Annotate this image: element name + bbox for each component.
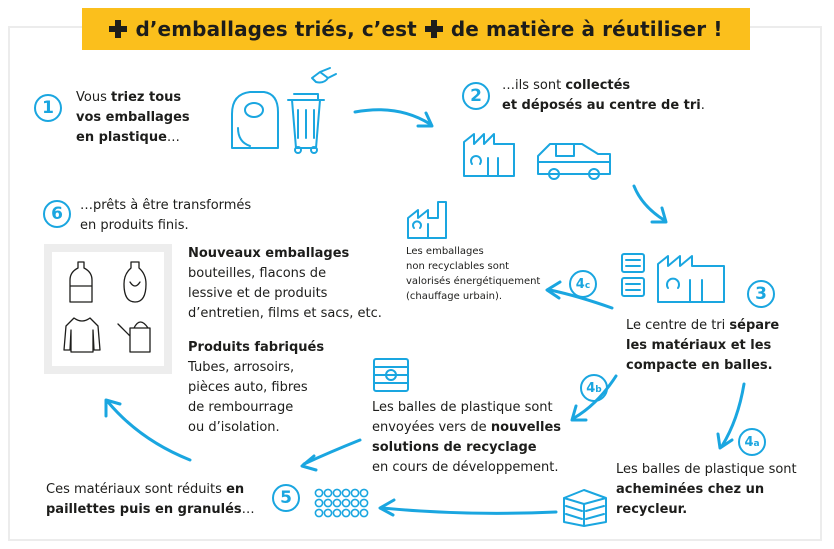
arrow-4b-to-5 [302,440,360,470]
step-4b-number: 4 b [580,374,608,402]
step-5-text: Ces matériaux sont réduits en paillettes puis en granulés… [46,482,255,517]
step-2-number: 2 [462,82,490,110]
arrow-3-to-4b [572,376,616,420]
arrow-2-to-3 [634,186,666,222]
step-4b-text: Les balles de plastique sont envoyées vers de nouvelles solutions de recyclage en cours de développement. [372,400,562,475]
products-description-2: Produits fabriqués Tubes, arrosoirs, pièces auto, fibres de rembourrage ou d’isolation. [188,340,325,435]
step-1-number: 1 [34,94,62,122]
arrow-3-to-4a [718,384,744,448]
step-3-text: Le centre de tri sépare les matériaux et les compacte en balles. [626,318,780,373]
step-2-text: …ils sont collectés et déposés au centre de tri. [502,78,705,113]
arrow-3-to-4c [547,282,612,308]
products-description: Nouveaux emballages bouteilles, flacons de lessive et de produits d’entretien, films et sacs, etc. [188,246,382,321]
step-4a-number: 4 a [738,428,766,456]
arrow-5-to-6 [106,400,190,460]
step-5-number: 5 [272,484,300,512]
step-6-number: 6 [43,200,71,228]
step-4c-number: 4 c [569,270,597,298]
title-text-1: d’emballages triés, c’est [135,17,417,41]
products-heading-2: Produits fabriqués [188,340,325,355]
title-text-2: de matière à réutiliser ! [450,17,723,41]
arrow-4a-to-5 [380,500,556,515]
step-4a-text: Les balles de plastique sont acheminées chez un recycleur. [616,462,797,517]
step-3-number: 3 [747,280,775,308]
step-6-text: …prêts à être transformés en produits finis. [80,198,252,233]
products-heading-1: Nouveaux emballages [188,246,350,261]
arrow-1-to-2 [355,110,432,126]
step-4c-text: Les emballages non recyclables sont valorisés énergétiquement (chauffage urbain). [406,246,541,302]
step-1-text: Vous triez tous vos emballages en plastique… [76,90,190,145]
